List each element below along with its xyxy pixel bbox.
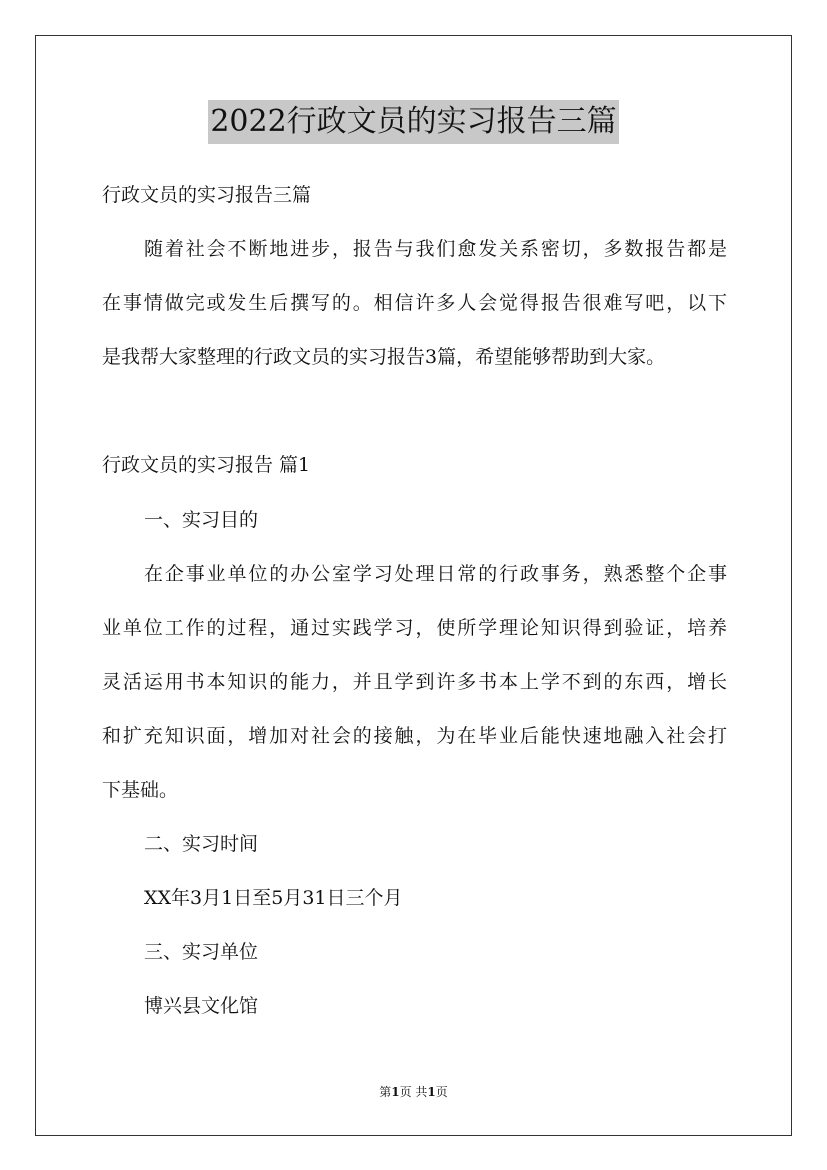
part1-line-2: 业单位工作的过程，通过实践学习，使所学理论知识得到验证，培养 <box>102 617 727 639</box>
footer-total-pages: 1 <box>427 1085 436 1099</box>
document-title: 2022行政文员的实习报告三篇 <box>208 100 618 144</box>
part1-line-3: 灵活运用书本知识的能力，并且学到许多书本上学不到的东西，增长 <box>102 671 727 693</box>
part1-heading: 一、实习目的 <box>144 509 259 531</box>
footer-total-prefix: 共 <box>415 1085 428 1099</box>
intro-line-1: 随着社会不断地进步，报告与我们愈发关系密切，多数报告都是 <box>144 238 727 260</box>
part1-line-1: 在企事业单位的办公室学习处理日常的行政事务，熟悉整个企事 <box>144 563 727 585</box>
title-container <box>0 100 827 144</box>
part2-text: XX年3月1日至5月31日三个月 <box>144 887 403 909</box>
page-footer <box>0 1084 827 1100</box>
part1-line-4: 和扩充知识面，增加对社会的接触，为在毕业后能快速地融入社会打 <box>102 725 727 747</box>
footer-total-suffix: 页 <box>435 1085 448 1099</box>
intro-line-2: 在事情做完或发生后撰写的。相信许多人会觉得报告很难写吧，以下 <box>102 292 727 314</box>
footer-page-suffix: 页 <box>399 1085 412 1099</box>
part3-text: 博兴县文化馆 <box>144 995 259 1017</box>
part1-line-5: 下基础。 <box>102 779 179 801</box>
document-subtitle: 行政文员的实习报告三篇 <box>102 184 312 206</box>
footer-page-number: 1 <box>391 1085 400 1099</box>
footer-prefix: 第 <box>379 1085 392 1099</box>
part3-heading: 三、实习单位 <box>144 941 259 963</box>
section-heading: 行政文员的实习报告 篇1 <box>102 454 311 476</box>
intro-line-3: 是我帮大家整理的行政文员的实习报告3篇，希望能够帮助到大家。 <box>102 346 666 368</box>
part2-heading: 二、实习时间 <box>144 833 259 855</box>
